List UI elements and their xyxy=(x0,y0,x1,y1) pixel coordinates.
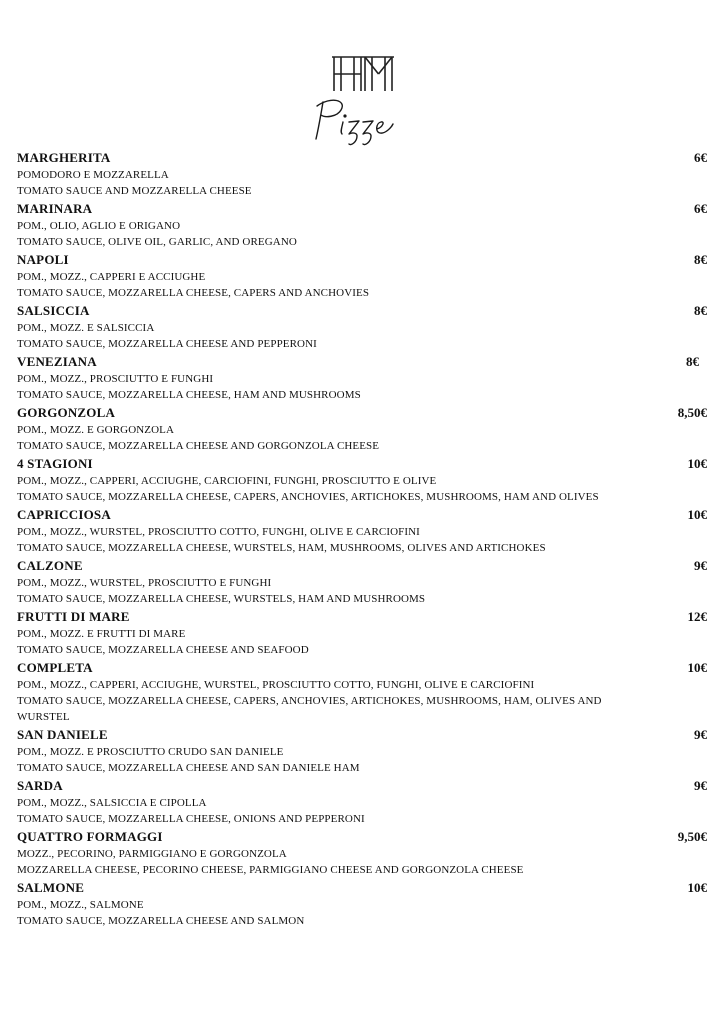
item-price: 10€ xyxy=(687,880,707,895)
menu-header xyxy=(0,50,724,150)
item-price: 6€ xyxy=(694,201,707,216)
item-price: 8€ xyxy=(694,303,707,318)
item-name: SARDA xyxy=(17,778,63,793)
item-ingredients-en-continued: WURSTEL xyxy=(17,711,70,723)
pizza-menu-list xyxy=(17,148,707,929)
item-name: SALSICCIA xyxy=(17,303,90,318)
item-price: 9€ xyxy=(694,778,707,793)
item-price: 10€ xyxy=(687,660,707,675)
item-ingredients-it: POM., OLIO, AGLIO E ORIGANO xyxy=(17,220,181,232)
item-ingredients-it: POM., MOZZ. E SALSICCIA xyxy=(17,322,155,334)
item-ingredients-en: TOMATO SAUCE, MOZZARELLA CHEESE, CAPERS AND ANCHOVIES xyxy=(17,287,370,299)
menu-item xyxy=(17,879,707,929)
item-price: 10€ xyxy=(687,507,707,522)
item-ingredients-en: TOMATO SAUCE, MOZZARELLA CHEESE, CAPERS, ANCHOVIES, ARTICHOKES, MUSHROOMS, HAM, OLIVES AND xyxy=(17,695,602,707)
menu-item xyxy=(17,659,707,725)
item-name: 4 STAGIONI xyxy=(17,456,93,471)
menu-item xyxy=(17,353,707,403)
item-ingredients-en: TOMATO SAUCE, MOZZARELLA CHEESE, WURSTELS, HAM, MUSHROOMS, OLIVES AND ARTICHOKES xyxy=(17,542,546,554)
item-name: SAN DANIELE xyxy=(17,727,108,742)
item-ingredients-it: POM., MOZZ., CAPPERI E ACCIUGHE xyxy=(17,271,206,283)
item-ingredients-en: TOMATO SAUCE, MOZZARELLA CHEESE AND SALMON xyxy=(17,915,305,927)
menu-item xyxy=(17,557,707,607)
item-price: 12€ xyxy=(687,609,707,624)
menu-item xyxy=(17,455,707,505)
item-ingredients-it: MOZZ., PECORINO, PARMIGGIANO E GORGONZOLA xyxy=(17,848,287,860)
menu-item xyxy=(17,200,707,250)
item-name: MARGHERITA xyxy=(17,150,111,165)
item-name: CALZONE xyxy=(17,558,83,573)
item-ingredients-en: TOMATO SAUCE, MOZZARELLA CHEESE AND SAN DANIELE HAM xyxy=(17,762,360,774)
item-price: 9€ xyxy=(694,558,707,573)
item-ingredients-en: TOMATO SAUCE, OLIVE OIL, GARLIC, AND OREGANO xyxy=(17,236,297,248)
item-ingredients-it: POM., MOZZ., WURSTEL, PROSCIUTTO COTTO, FUNGHI, OLIVE E CARCIOFINI xyxy=(17,526,420,538)
item-name: VENEZIANA xyxy=(17,354,97,369)
item-ingredients-en: TOMATO SAUCE, MOZZARELLA CHEESE AND SEAFOOD xyxy=(17,644,309,656)
item-ingredients-it: POM., MOZZ., CAPPERI, ACCIUGHE, CARCIOFINI, FUNGHI, PROSCIUTTO E OLIVE xyxy=(17,475,437,487)
menu-item xyxy=(17,149,707,199)
item-ingredients-it: POMODORO E MOZZARELLA xyxy=(17,169,169,181)
menu-item xyxy=(17,828,707,878)
item-name: SALMONE xyxy=(17,880,85,895)
menu-item xyxy=(17,404,707,454)
pizze-script-title xyxy=(313,94,413,154)
menu-item xyxy=(17,777,707,827)
item-name: COMPLETA xyxy=(17,660,93,675)
item-price: 8€ xyxy=(694,252,707,267)
item-ingredients-it: POM., MOZZ., WURSTEL, PROSCIUTTO E FUNGHI xyxy=(17,577,272,589)
item-ingredients-en: MOZZARELLA CHEESE, PECORINO CHEESE, PARMIGGIANO CHEESE AND GORGONZOLA CHEESE xyxy=(17,864,524,876)
item-price: 8€ xyxy=(686,354,699,369)
item-ingredients-it: POM., MOZZ., SALSICCIA E CIPOLLA xyxy=(17,797,207,809)
menu-item xyxy=(17,726,707,776)
item-ingredients-en: TOMATO SAUCE, MOZZARELLA CHEESE, WURSTELS, HAM AND MUSHROOMS xyxy=(17,593,426,605)
item-ingredients-en: TOMATO SAUCE, MOZZARELLA CHEESE AND GORGONZOLA CHEESE xyxy=(17,440,380,452)
item-name: GORGONZOLA xyxy=(17,405,116,420)
menu-item xyxy=(17,251,707,301)
item-price: 9,50€ xyxy=(677,829,707,844)
menu-item xyxy=(17,506,707,556)
item-ingredients-en: TOMATO SAUCE AND MOZZARELLA CHEESE xyxy=(17,185,252,197)
item-ingredients-it: POM., MOZZ., CAPPERI, ACCIUGHE, WURSTEL, PROSCIUTTO COTTO, FUNGHI, OLIVE E CARCIOFINI xyxy=(17,679,535,691)
item-price: 9€ xyxy=(694,727,707,742)
item-ingredients-it: POM., MOZZ., SALMONE xyxy=(17,899,144,911)
item-name: QUATTRO FORMAGGI xyxy=(17,829,163,844)
item-ingredients-en: TOMATO SAUCE, MOZZARELLA CHEESE, HAM AND MUSHROOMS xyxy=(17,389,361,401)
item-name: FRUTTI DI MARE xyxy=(17,609,130,624)
hm-monogram-icon xyxy=(332,55,394,93)
item-price: 10€ xyxy=(687,456,707,471)
item-price: 6€ xyxy=(694,150,707,165)
menu-item xyxy=(17,608,707,658)
item-ingredients-en: TOMATO SAUCE, MOZZARELLA CHEESE, CAPERS, ANCHOVIES, ARTICHOKES, MUSHROOMS, HAM AND OLIVES xyxy=(17,491,599,503)
menu-item xyxy=(17,302,707,352)
item-ingredients-it: POM., MOZZ. E FRUTTI DI MARE xyxy=(17,628,186,640)
item-ingredients-it: POM., MOZZ. E GORGONZOLA xyxy=(17,424,175,436)
item-ingredients-en: TOMATO SAUCE, MOZZARELLA CHEESE, ONIONS AND PEPPERONI xyxy=(17,813,365,825)
item-ingredients-it: POM., MOZZ. E PROSCIUTTO CRUDO SAN DANIELE xyxy=(17,746,284,758)
item-name: MARINARA xyxy=(17,201,93,216)
item-ingredients-en: TOMATO SAUCE, MOZZARELLA CHEESE AND PEPPERONI xyxy=(17,338,317,350)
item-price: 8,50€ xyxy=(677,405,707,420)
item-ingredients-it: POM., MOZZ., PROSCIUTTO E FUNGHI xyxy=(17,373,214,385)
item-name: NAPOLI xyxy=(17,252,69,267)
item-name: CAPRICCIOSA xyxy=(17,507,111,522)
